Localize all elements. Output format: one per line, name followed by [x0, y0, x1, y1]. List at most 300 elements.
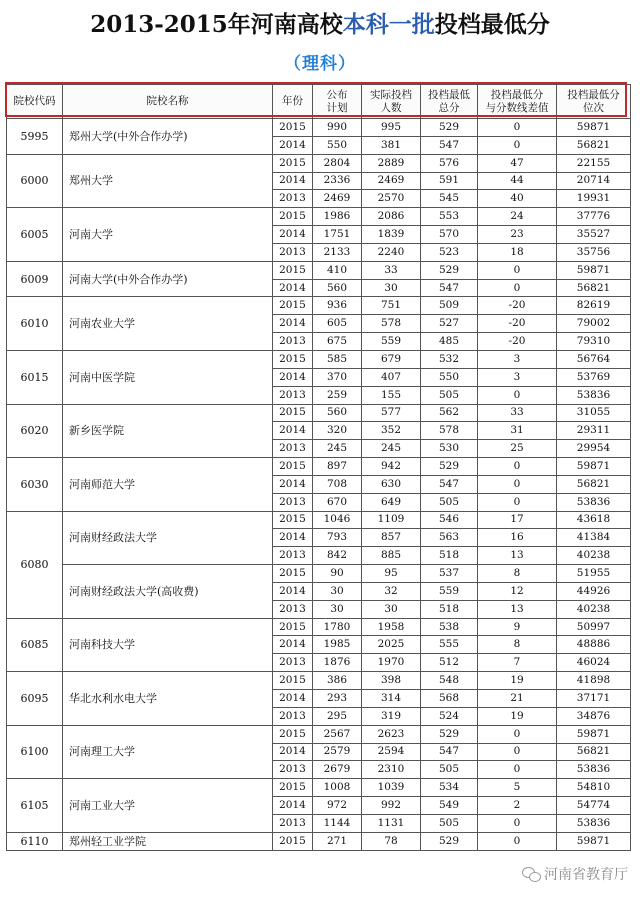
admitted-cell: 95 [362, 565, 421, 583]
admitted-cell: 992 [362, 797, 421, 815]
year-cell: 2015 [273, 404, 313, 422]
admitted-cell: 2086 [362, 208, 421, 226]
plan-cell: 90 [313, 565, 362, 583]
admitted-cell: 155 [362, 386, 421, 404]
min-score-cell: 530 [421, 440, 478, 458]
min-score-cell: 548 [421, 672, 478, 690]
school-code-cell: 6000 [7, 154, 63, 208]
plan-cell: 793 [313, 529, 362, 547]
rank-cell: 53836 [557, 814, 631, 832]
title-highlight: 本科一批 [342, 11, 435, 38]
year-cell: 2013 [273, 814, 313, 832]
min-score-cell: 523 [421, 243, 478, 261]
rank-cell: 54810 [557, 779, 631, 797]
school-code-cell: 6030 [7, 458, 63, 512]
header-cell: 院校代码 [7, 85, 63, 119]
school-name-cell: 河南师范大学 [63, 458, 273, 512]
score-diff-cell: 0 [478, 814, 557, 832]
score-diff-cell: 13 [478, 547, 557, 565]
school-code-cell: 5995 [7, 119, 63, 155]
score-diff-cell: 18 [478, 243, 557, 261]
score-diff-cell: 0 [478, 725, 557, 743]
min-score-cell: 562 [421, 404, 478, 422]
school-name-cell: 河南科技大学 [63, 618, 273, 672]
min-score-cell: 529 [421, 261, 478, 279]
school-name-cell: 郑州轻工业学院 [63, 832, 273, 850]
table-header-row [7, 85, 631, 119]
school-name-cell: 河南农业大学 [63, 297, 273, 351]
admitted-cell: 1958 [362, 618, 421, 636]
min-score-cell: 529 [421, 458, 478, 476]
rank-cell: 50997 [557, 618, 631, 636]
admitted-cell: 649 [362, 493, 421, 511]
min-score-cell: 529 [421, 119, 478, 137]
score-diff-cell: 5 [478, 779, 557, 797]
score-diff-cell: 0 [478, 832, 557, 850]
admitted-cell: 319 [362, 707, 421, 725]
min-score-cell: 509 [421, 297, 478, 315]
table-row [7, 725, 631, 743]
year-cell: 2014 [273, 743, 313, 761]
admitted-cell: 2310 [362, 761, 421, 779]
table-row [7, 618, 631, 636]
rank-cell: 56821 [557, 743, 631, 761]
school-name-cell: 河南理工大学 [63, 725, 273, 779]
year-cell: 2014 [273, 279, 313, 297]
school-name-cell: 河南工业大学 [63, 779, 273, 833]
header-cell: 投档最低 总分 [421, 85, 478, 119]
plan-cell: 990 [313, 119, 362, 137]
plan-cell: 1780 [313, 618, 362, 636]
rank-cell: 46024 [557, 654, 631, 672]
year-cell: 2015 [273, 350, 313, 368]
year-cell: 2013 [273, 493, 313, 511]
plan-cell: 560 [313, 279, 362, 297]
table-body [7, 119, 631, 851]
score-diff-cell: 0 [478, 493, 557, 511]
min-score-cell: 550 [421, 368, 478, 386]
min-score-cell: 529 [421, 832, 478, 850]
year-cell: 2015 [273, 154, 313, 172]
min-score-cell: 547 [421, 279, 478, 297]
min-score-cell: 547 [421, 136, 478, 154]
rank-cell: 53836 [557, 386, 631, 404]
min-score-cell: 505 [421, 386, 478, 404]
year-cell: 2014 [273, 690, 313, 708]
admitted-cell: 1839 [362, 226, 421, 244]
score-diff-cell: 7 [478, 654, 557, 672]
plan-cell: 670 [313, 493, 362, 511]
score-diff-cell: 23 [478, 226, 557, 244]
score-diff-cell: 0 [478, 743, 557, 761]
title-part1: 2013-2015年河南高校 [90, 11, 343, 38]
plan-cell: 320 [313, 422, 362, 440]
min-score-cell: 563 [421, 529, 478, 547]
plan-cell: 245 [313, 440, 362, 458]
year-cell: 2013 [273, 707, 313, 725]
min-score-cell: 505 [421, 761, 478, 779]
year-cell: 2014 [273, 315, 313, 333]
admitted-cell: 857 [362, 529, 421, 547]
rank-cell: 37776 [557, 208, 631, 226]
min-score-cell: 570 [421, 226, 478, 244]
title-part2: 投档最低分 [434, 11, 550, 38]
min-score-cell: 547 [421, 475, 478, 493]
min-score-cell: 524 [421, 707, 478, 725]
header-cell: 年份 [273, 85, 313, 119]
admitted-cell: 2623 [362, 725, 421, 743]
min-score-cell: 532 [421, 350, 478, 368]
header-cell: 实际投档 人数 [362, 85, 421, 119]
score-diff-cell: 0 [478, 475, 557, 493]
score-diff-cell: 31 [478, 422, 557, 440]
year-cell: 2015 [273, 297, 313, 315]
plan-cell: 30 [313, 582, 362, 600]
school-code-cell: 6105 [7, 779, 63, 833]
year-cell: 2015 [273, 458, 313, 476]
admitted-cell: 407 [362, 368, 421, 386]
plan-cell: 2133 [313, 243, 362, 261]
plan-cell: 2579 [313, 743, 362, 761]
plan-cell: 708 [313, 475, 362, 493]
rank-cell: 51955 [557, 565, 631, 583]
rank-cell: 40238 [557, 600, 631, 618]
school-code-cell: 6015 [7, 350, 63, 404]
header-cell: 院校名称 [63, 85, 273, 119]
plan-cell: 897 [313, 458, 362, 476]
rank-cell: 48886 [557, 636, 631, 654]
header-cell: 公布 计划 [313, 85, 362, 119]
score-diff-cell: 0 [478, 136, 557, 154]
rank-cell: 41898 [557, 672, 631, 690]
table-row [7, 297, 631, 315]
rank-cell: 35756 [557, 243, 631, 261]
school-name-cell: 河南财经政法大学(高收费) [63, 565, 273, 619]
rank-cell: 59871 [557, 458, 631, 476]
score-diff-cell: 13 [478, 600, 557, 618]
year-cell: 2014 [273, 226, 313, 244]
score-diff-cell: 3 [478, 368, 557, 386]
score-diff-cell: 21 [478, 690, 557, 708]
score-diff-cell: 0 [478, 279, 557, 297]
min-score-cell: 529 [421, 725, 478, 743]
table-row [7, 672, 631, 690]
score-diff-cell: 0 [478, 386, 557, 404]
score-diff-cell: 9 [478, 618, 557, 636]
min-score-cell: 546 [421, 511, 478, 529]
rank-cell: 59871 [557, 832, 631, 850]
plan-cell: 30 [313, 600, 362, 618]
plan-cell: 259 [313, 386, 362, 404]
min-score-cell: 534 [421, 779, 478, 797]
year-cell: 2013 [273, 386, 313, 404]
watermark-text: 河南省教育厅 [544, 867, 628, 883]
admitted-cell: 577 [362, 404, 421, 422]
year-cell: 2014 [273, 582, 313, 600]
wechat-icon [522, 866, 540, 882]
plan-cell: 2336 [313, 172, 362, 190]
score-diff-cell: 3 [478, 350, 557, 368]
rank-cell: 31055 [557, 404, 631, 422]
plan-cell: 1144 [313, 814, 362, 832]
year-cell: 2014 [273, 368, 313, 386]
rank-cell: 59871 [557, 119, 631, 137]
min-score-cell: 505 [421, 493, 478, 511]
score-diff-cell: 19 [478, 672, 557, 690]
page-title [0, 6, 640, 39]
school-code-cell: 6010 [7, 297, 63, 351]
plan-cell: 293 [313, 690, 362, 708]
year-cell: 2013 [273, 440, 313, 458]
year-cell: 2015 [273, 261, 313, 279]
admitted-cell: 751 [362, 297, 421, 315]
school-name-cell: 郑州大学(中外合作办学) [63, 119, 273, 155]
admitted-cell: 2240 [362, 243, 421, 261]
score-diff-cell: -20 [478, 333, 557, 351]
school-name-cell: 郑州大学 [63, 154, 273, 208]
min-score-cell: 549 [421, 797, 478, 815]
score-diff-cell: 0 [478, 119, 557, 137]
admitted-cell: 2889 [362, 154, 421, 172]
score-diff-cell: 17 [478, 511, 557, 529]
min-score-cell: 576 [421, 154, 478, 172]
plan-cell: 2567 [313, 725, 362, 743]
score-diff-cell: 0 [478, 761, 557, 779]
page-subtitle: （理科） [284, 54, 356, 74]
plan-cell: 972 [313, 797, 362, 815]
school-code-cell: 6080 [7, 511, 63, 618]
score-diff-cell: 12 [478, 582, 557, 600]
table-row [7, 208, 631, 226]
score-diff-cell: 0 [478, 261, 557, 279]
watermark [522, 864, 628, 884]
score-diff-cell: 8 [478, 565, 557, 583]
rank-cell: 20714 [557, 172, 631, 190]
plan-cell: 271 [313, 832, 362, 850]
rank-cell: 53836 [557, 493, 631, 511]
plan-cell: 1046 [313, 511, 362, 529]
admitted-cell: 314 [362, 690, 421, 708]
admitted-cell: 578 [362, 315, 421, 333]
min-score-cell: 512 [421, 654, 478, 672]
score-diff-cell: -20 [478, 315, 557, 333]
table-row [7, 565, 631, 583]
year-cell: 2013 [273, 547, 313, 565]
admitted-cell: 2469 [362, 172, 421, 190]
table-row [7, 261, 631, 279]
score-table [6, 84, 631, 851]
year-cell: 2013 [273, 654, 313, 672]
rank-cell: 19931 [557, 190, 631, 208]
admitted-cell: 78 [362, 832, 421, 850]
admitted-cell: 352 [362, 422, 421, 440]
year-cell: 2015 [273, 725, 313, 743]
rank-cell: 56821 [557, 475, 631, 493]
school-name-cell: 河南财经政法大学 [63, 511, 273, 565]
admitted-cell: 32 [362, 582, 421, 600]
rank-cell: 29954 [557, 440, 631, 458]
school-code-cell: 6009 [7, 261, 63, 297]
table-row [7, 779, 631, 797]
year-cell: 2015 [273, 672, 313, 690]
rank-cell: 22155 [557, 154, 631, 172]
rank-cell: 43618 [557, 511, 631, 529]
rank-cell: 41384 [557, 529, 631, 547]
plan-cell: 2469 [313, 190, 362, 208]
school-name-cell: 河南中医学院 [63, 350, 273, 404]
min-score-cell: 518 [421, 600, 478, 618]
rank-cell: 40238 [557, 547, 631, 565]
admitted-cell: 1131 [362, 814, 421, 832]
admitted-cell: 2570 [362, 190, 421, 208]
year-cell: 2014 [273, 136, 313, 154]
min-score-cell: 518 [421, 547, 478, 565]
min-score-cell: 559 [421, 582, 478, 600]
plan-cell: 2804 [313, 154, 362, 172]
min-score-cell: 538 [421, 618, 478, 636]
table-row [7, 832, 631, 850]
admitted-cell: 885 [362, 547, 421, 565]
school-name-cell: 河南大学(中外合作办学) [63, 261, 273, 297]
admitted-cell: 1109 [362, 511, 421, 529]
rank-cell: 37171 [557, 690, 631, 708]
school-name-cell: 新乡医学院 [63, 404, 273, 458]
rank-cell: 79002 [557, 315, 631, 333]
header-cell: 投档最低分 与分数线差值 [478, 85, 557, 119]
year-cell: 2015 [273, 565, 313, 583]
year-cell: 2015 [273, 618, 313, 636]
plan-cell: 936 [313, 297, 362, 315]
plan-cell: 842 [313, 547, 362, 565]
admitted-cell: 381 [362, 136, 421, 154]
school-code-cell: 6020 [7, 404, 63, 458]
year-cell: 2014 [273, 636, 313, 654]
plan-cell: 410 [313, 261, 362, 279]
score-diff-cell: 25 [478, 440, 557, 458]
admitted-cell: 995 [362, 119, 421, 137]
admitted-cell: 1039 [362, 779, 421, 797]
year-cell: 2015 [273, 511, 313, 529]
plan-cell: 550 [313, 136, 362, 154]
plan-cell: 585 [313, 350, 362, 368]
school-name-cell: 河南大学 [63, 208, 273, 262]
year-cell: 2013 [273, 600, 313, 618]
plan-cell: 1751 [313, 226, 362, 244]
table-row [7, 511, 631, 529]
school-code-cell: 6095 [7, 672, 63, 726]
admitted-cell: 942 [362, 458, 421, 476]
table-row [7, 119, 631, 137]
table-row [7, 154, 631, 172]
min-score-cell: 505 [421, 814, 478, 832]
plan-cell: 1985 [313, 636, 362, 654]
min-score-cell: 591 [421, 172, 478, 190]
admitted-cell: 245 [362, 440, 421, 458]
plan-cell: 1008 [313, 779, 362, 797]
score-diff-cell: 2 [478, 797, 557, 815]
admitted-cell: 2594 [362, 743, 421, 761]
score-diff-cell: 40 [478, 190, 557, 208]
year-cell: 2014 [273, 529, 313, 547]
score-diff-cell: 47 [478, 154, 557, 172]
year-cell: 2015 [273, 832, 313, 850]
rank-cell: 59871 [557, 725, 631, 743]
year-cell: 2015 [273, 119, 313, 137]
min-score-cell: 553 [421, 208, 478, 226]
rank-cell: 56821 [557, 136, 631, 154]
admitted-cell: 679 [362, 350, 421, 368]
rank-cell: 79310 [557, 333, 631, 351]
school-code-cell: 6005 [7, 208, 63, 262]
rank-cell: 44926 [557, 582, 631, 600]
year-cell: 2015 [273, 208, 313, 226]
score-diff-cell: 19 [478, 707, 557, 725]
rank-cell: 82619 [557, 297, 631, 315]
year-cell: 2015 [273, 779, 313, 797]
min-score-cell: 545 [421, 190, 478, 208]
rank-cell: 56821 [557, 279, 631, 297]
admitted-cell: 30 [362, 600, 421, 618]
admitted-cell: 630 [362, 475, 421, 493]
admitted-cell: 30 [362, 279, 421, 297]
table-row [7, 404, 631, 422]
plan-cell: 560 [313, 404, 362, 422]
min-score-cell: 555 [421, 636, 478, 654]
plan-cell: 675 [313, 333, 362, 351]
table-row [7, 458, 631, 476]
score-diff-cell: 8 [478, 636, 557, 654]
plan-cell: 1986 [313, 208, 362, 226]
school-code-cell: 6085 [7, 618, 63, 672]
plan-cell: 386 [313, 672, 362, 690]
school-code-cell: 6100 [7, 725, 63, 779]
admitted-cell: 1970 [362, 654, 421, 672]
year-cell: 2014 [273, 475, 313, 493]
year-cell: 2013 [273, 761, 313, 779]
min-score-cell: 537 [421, 565, 478, 583]
plan-cell: 295 [313, 707, 362, 725]
plan-cell: 370 [313, 368, 362, 386]
header-cell: 投档最低分 位次 [557, 85, 631, 119]
admitted-cell: 559 [362, 333, 421, 351]
score-diff-cell: 24 [478, 208, 557, 226]
rank-cell: 29311 [557, 422, 631, 440]
rank-cell: 34876 [557, 707, 631, 725]
plan-cell: 1876 [313, 654, 362, 672]
table-row [7, 350, 631, 368]
min-score-cell: 485 [421, 333, 478, 351]
rank-cell: 59871 [557, 261, 631, 279]
year-cell: 2014 [273, 172, 313, 190]
min-score-cell: 527 [421, 315, 478, 333]
admitted-cell: 33 [362, 261, 421, 279]
admitted-cell: 398 [362, 672, 421, 690]
min-score-cell: 568 [421, 690, 478, 708]
score-diff-cell: 16 [478, 529, 557, 547]
school-code-cell: 6110 [7, 832, 63, 850]
admitted-cell: 2025 [362, 636, 421, 654]
min-score-cell: 578 [421, 422, 478, 440]
score-diff-cell: 44 [478, 172, 557, 190]
rank-cell: 53769 [557, 368, 631, 386]
school-name-cell: 华北水利水电大学 [63, 672, 273, 726]
plan-cell: 605 [313, 315, 362, 333]
rank-cell: 35527 [557, 226, 631, 244]
year-cell: 2014 [273, 422, 313, 440]
rank-cell: 54774 [557, 797, 631, 815]
rank-cell: 56764 [557, 350, 631, 368]
min-score-cell: 547 [421, 743, 478, 761]
